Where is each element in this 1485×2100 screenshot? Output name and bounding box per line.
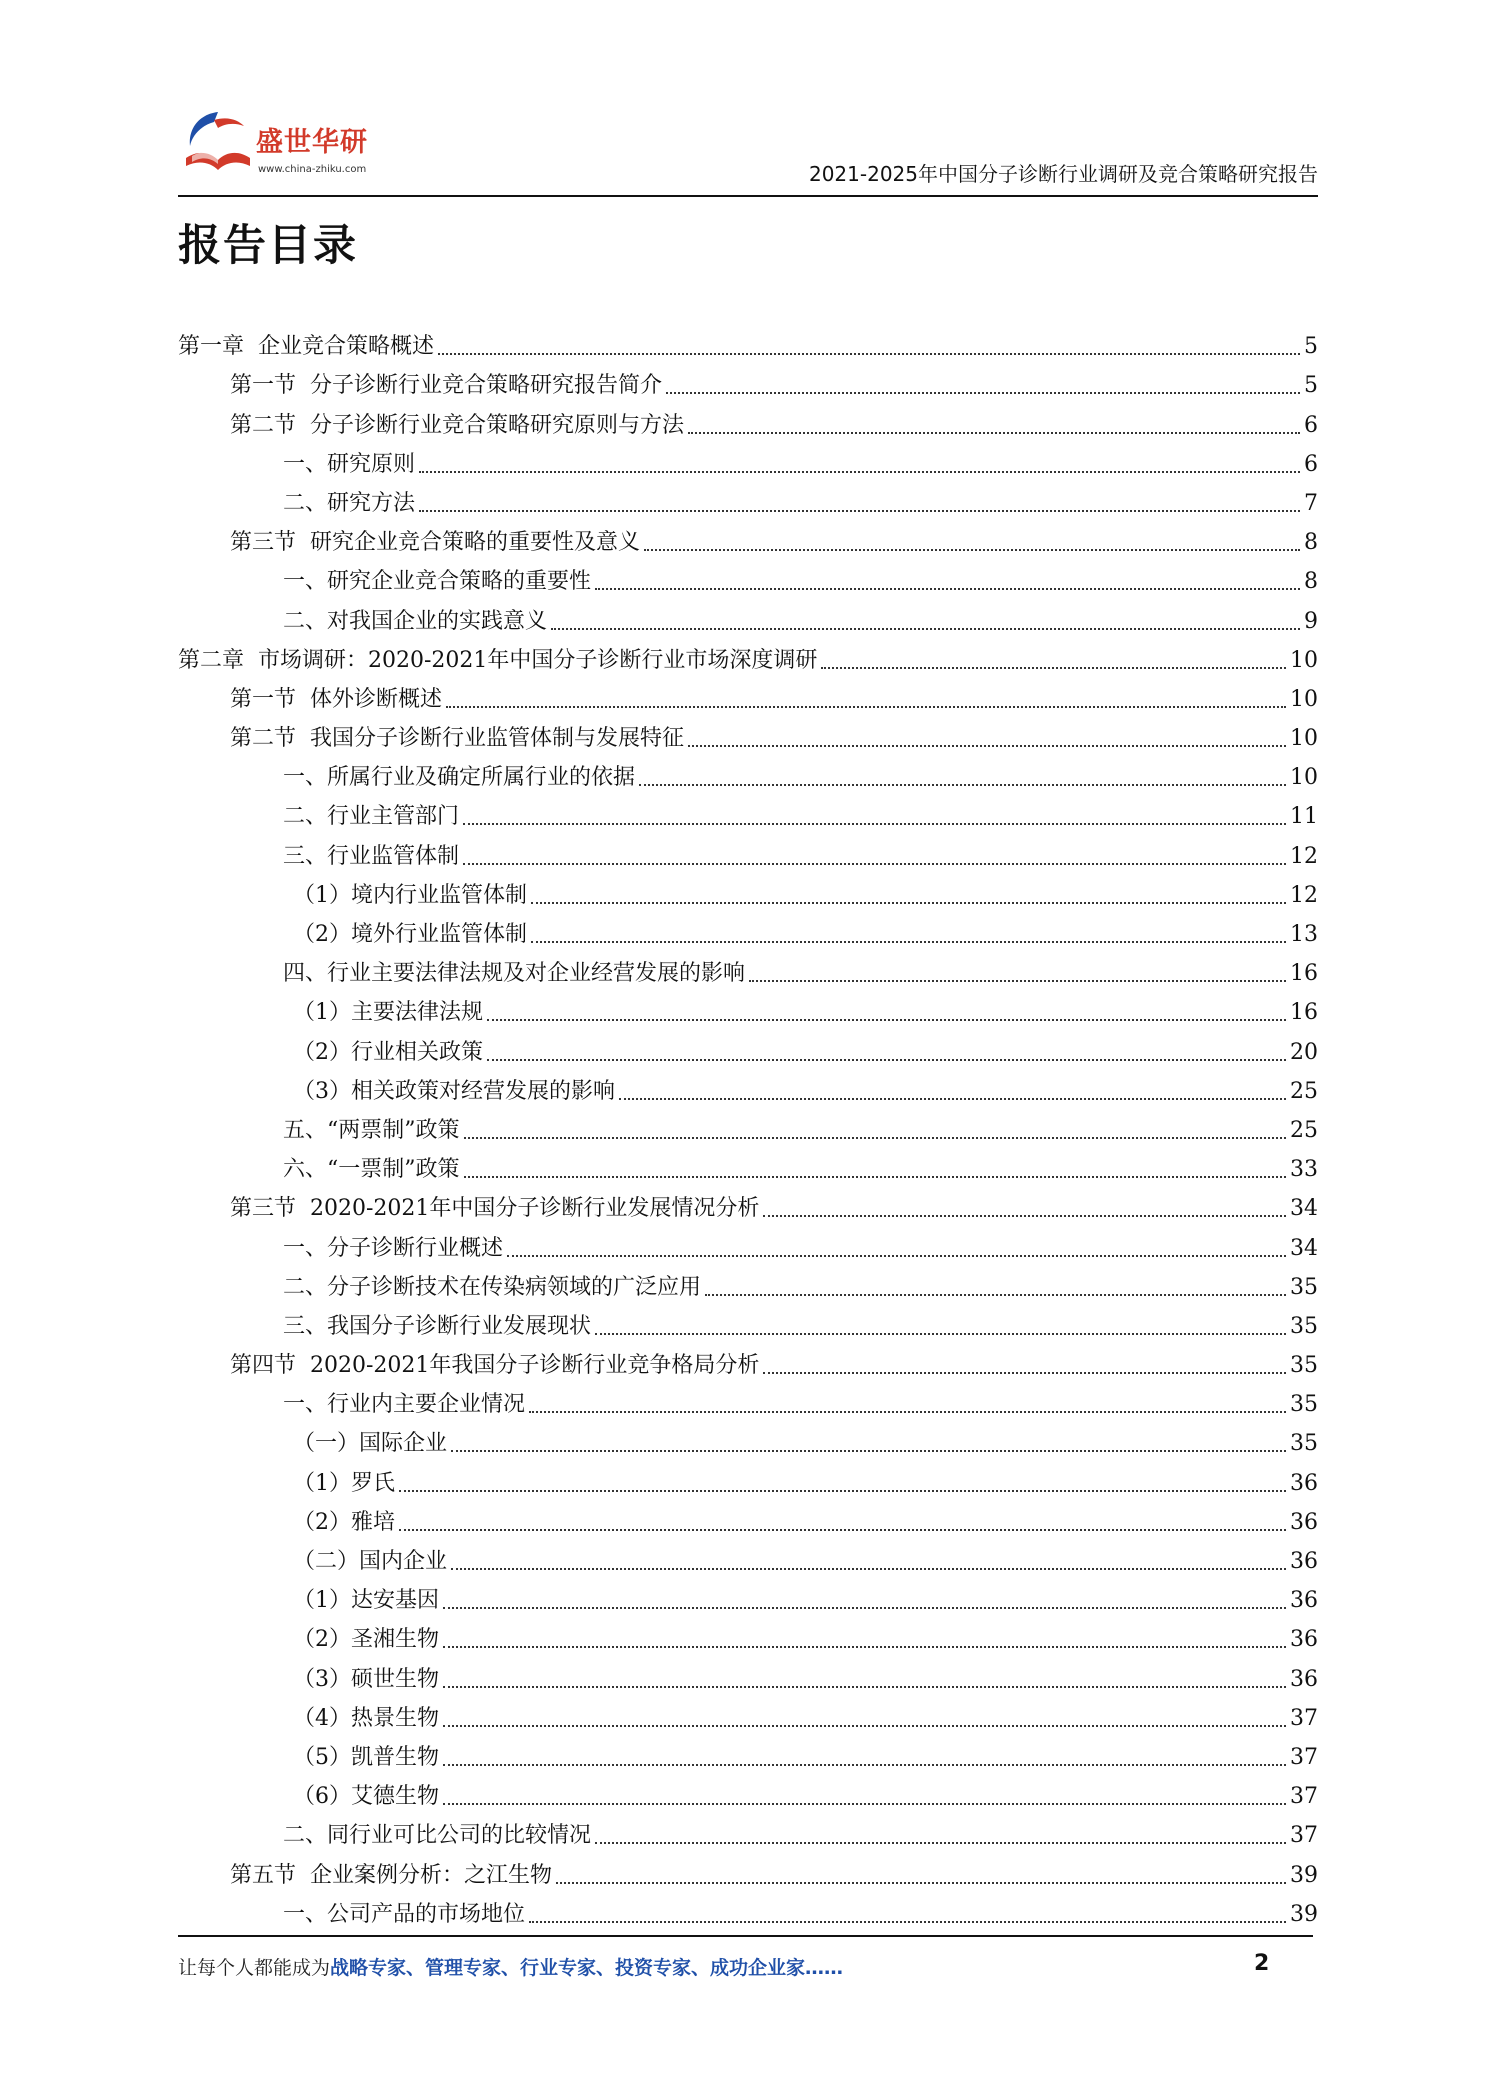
toc-entry-label: 四、行业主要法律法规及对企业经营发展的影响 [283, 961, 746, 987]
toc-dot-leader [399, 1490, 1286, 1492]
toc-entry-label: 六、“一票制”政策 [283, 1157, 460, 1183]
toc-entry-page: 36 [1290, 1549, 1318, 1574]
page-header [178, 100, 1318, 196]
toc-entry-label: （1）达安基因 [293, 1588, 439, 1614]
toc-entry-page: 35 [1290, 1431, 1318, 1457]
toc-dot-leader [446, 706, 1286, 708]
toc-dot-leader [529, 1411, 1286, 1413]
toc-dot-leader [531, 941, 1286, 943]
toc-entry-label: （1）境内行业监管体制 [293, 882, 527, 908]
toc-entry-label: 第一章 企业竞合策略概述 [178, 334, 434, 360]
toc-entry-page: 10 [1290, 765, 1318, 791]
toc-dot-leader [419, 510, 1300, 512]
toc-entry[interactable] [178, 1538, 1318, 1577]
header-divider [178, 195, 1318, 197]
toc-entry-label: 一、研究企业竞合策略的重要性 [283, 569, 592, 595]
toc-entry-label: 一、分子诊断行业概述 [283, 1235, 504, 1261]
toc-dot-leader [464, 1137, 1287, 1139]
toc-dot-leader [619, 1098, 1286, 1100]
toc-entry-label: 二、行业主管部门 [283, 804, 460, 830]
logo-name: 盛世华研 [256, 127, 368, 158]
toc-entry[interactable] [178, 676, 1318, 715]
toc-entry-label: （2）境外行业监管体制 [293, 922, 527, 947]
toc-entry-page: 6 [1304, 412, 1318, 438]
toc-entry-label: 二、同行业可比公司的比较情况 [283, 1823, 592, 1849]
toc-entry-label: 第三节 研究企业竞合策略的重要性及意义 [230, 530, 640, 556]
toc-entry-label: 二、研究方法 [283, 490, 416, 516]
toc-dot-leader [443, 1764, 1286, 1766]
footer-slogan [178, 1953, 843, 1980]
toc-entry-page: 39 [1290, 1862, 1318, 1888]
toc-entry-page: 25 [1290, 1078, 1318, 1104]
toc-dot-leader [529, 1921, 1286, 1923]
toc-entry[interactable] [178, 1459, 1318, 1498]
toc-entry-page: 16 [1290, 961, 1318, 987]
toc-entry-label: 一、研究原则 [283, 451, 416, 477]
toc-entry-label: （3）硕世生物 [293, 1666, 439, 1692]
toc-entry-label: 一、公司产品的市场地位 [283, 1901, 526, 1927]
toc-entry-label: 五、“两票制”政策 [283, 1117, 460, 1143]
toc-entry-label: （4）热景生物 [293, 1705, 439, 1731]
toc-entry-label: 第二节 分子诊断行业竞合策略研究原则与方法 [230, 412, 684, 438]
toc-entry[interactable] [178, 1734, 1318, 1773]
toc-entry[interactable] [178, 637, 1318, 676]
toc-entry-label: （1）主要法律法规 [293, 1000, 483, 1026]
toc-dot-leader [487, 1019, 1286, 1021]
toc-dot-leader [666, 392, 1300, 394]
toc-entry-label: 三、我国分子诊断行业发展现状 [283, 1313, 592, 1339]
toc-entry[interactable] [178, 441, 1318, 480]
toc-entry[interactable] [178, 1381, 1318, 1420]
toc-entry[interactable] [178, 1224, 1318, 1263]
toc-dot-leader [443, 1686, 1286, 1688]
toc-entry-page: 37 [1290, 1823, 1318, 1849]
toc-entry-page: 8 [1304, 530, 1318, 556]
toc-entry[interactable] [178, 950, 1318, 989]
logo-book-icon [178, 106, 258, 186]
toc-dot-leader [463, 863, 1286, 865]
toc-entry[interactable] [178, 1146, 1318, 1185]
toc-entry[interactable] [178, 715, 1318, 754]
toc-entry-page: 5 [1304, 373, 1318, 399]
toc-entry[interactable] [178, 597, 1318, 636]
toc-dot-leader [595, 588, 1300, 590]
toc-entry[interactable] [178, 832, 1318, 871]
toc-entry[interactable] [178, 519, 1318, 558]
toc-entry-page: 36 [1290, 1509, 1318, 1535]
table-of-contents [178, 323, 1318, 1930]
toc-entry-label: （二）国内企业 [293, 1549, 448, 1574]
toc-entry-label: （2）行业相关政策 [293, 1039, 483, 1065]
toc-dot-leader [749, 980, 1286, 982]
toc-entry-page: 12 [1290, 843, 1318, 869]
page-number: 2 [1254, 1951, 1270, 1976]
toc-dot-leader [705, 1294, 1286, 1296]
toc-dot-leader [644, 549, 1300, 551]
toc-dot-leader [688, 745, 1286, 747]
toc-entry[interactable] [178, 401, 1318, 440]
toc-entry[interactable] [178, 1695, 1318, 1734]
toc-entry-label: 二、分子诊断技术在传染病领域的广泛应用 [283, 1274, 702, 1300]
toc-dot-leader [451, 1568, 1286, 1570]
toc-dot-leader [595, 1333, 1286, 1335]
toc-dot-leader [551, 628, 1300, 630]
toc-dot-leader [639, 784, 1286, 786]
toc-entry-page: 25 [1290, 1117, 1318, 1143]
footer-slogan-prefix: 让每个人都能成为 [178, 1957, 331, 1979]
toc-entry[interactable] [178, 1773, 1318, 1812]
toc-entry[interactable] [178, 1068, 1318, 1107]
toc-entry-label: 一、所属行业及确定所属行业的依据 [283, 765, 636, 791]
toc-entry-page: 36 [1290, 1588, 1318, 1614]
toc-entry-page: 11 [1290, 804, 1318, 830]
toc-dot-leader [507, 1255, 1286, 1257]
toc-dot-leader [443, 1725, 1286, 1727]
toc-entry-page: 35 [1290, 1392, 1318, 1418]
toc-entry-label: （1）罗氏 [293, 1470, 395, 1496]
toc-dot-leader [443, 1803, 1286, 1805]
toc-entry-page: 36 [1290, 1666, 1318, 1692]
toc-dot-leader [443, 1646, 1286, 1648]
toc-dot-leader [438, 353, 1300, 355]
toc-entry-page: 7 [1304, 490, 1318, 516]
footer-slogan-highlight: 战略专家、管理专家、行业专家、投资专家、成功企业家…… [330, 1957, 844, 1979]
page-title: 报告目录 [178, 221, 358, 271]
toc-entry-page: 13 [1290, 922, 1318, 947]
toc-entry-label: 第三节 2020-2021年中国分子诊断行业发展情况分析 [230, 1196, 760, 1222]
toc-dot-leader [419, 471, 1300, 473]
toc-entry-page: 10 [1290, 686, 1318, 712]
toc-entry-page: 9 [1304, 608, 1318, 634]
toc-entry-label: （5）凯普生物 [293, 1744, 439, 1770]
toc-entry[interactable] [178, 1655, 1318, 1694]
toc-entry[interactable] [178, 362, 1318, 401]
toc-dot-leader [399, 1529, 1286, 1531]
toc-entry-page: 34 [1290, 1196, 1318, 1222]
toc-entry[interactable] [178, 793, 1318, 832]
toc-dot-leader [556, 1882, 1286, 1884]
toc-entry-page: 10 [1290, 726, 1318, 752]
toc-dot-leader [487, 1059, 1286, 1061]
toc-dot-leader [443, 1607, 1286, 1609]
toc-dot-leader [688, 432, 1300, 434]
toc-entry-page: 6 [1304, 451, 1318, 477]
toc-entry-page: 8 [1304, 569, 1318, 595]
toc-entry[interactable] [178, 323, 1318, 362]
toc-entry[interactable] [178, 558, 1318, 597]
toc-dot-leader [763, 1215, 1286, 1217]
toc-entry-page: 37 [1290, 1784, 1318, 1810]
toc-dot-leader [595, 1842, 1286, 1844]
toc-entry[interactable] [178, 1616, 1318, 1655]
toc-entry[interactable] [178, 1185, 1318, 1224]
toc-entry[interactable] [178, 480, 1318, 519]
toc-entry[interactable] [178, 754, 1318, 793]
toc-entry-label: 第五节 企业案例分析：之江生物 [230, 1862, 552, 1888]
toc-entry[interactable] [178, 1499, 1318, 1538]
toc-dot-leader [464, 1176, 1287, 1178]
toc-entry-label: 第四节 2020-2021年我国分子诊断行业竞争格局分析 [230, 1353, 760, 1379]
logo-url: www.china-zhiku.com [258, 164, 367, 175]
toc-entry-page: 5 [1304, 334, 1318, 360]
toc-dot-leader [451, 1450, 1286, 1452]
toc-entry[interactable] [178, 1577, 1318, 1616]
toc-entry-page: 37 [1290, 1705, 1318, 1731]
toc-entry[interactable] [178, 989, 1318, 1028]
toc-entry[interactable] [178, 1303, 1318, 1342]
toc-entry-label: 第二节 我国分子诊断行业监管体制与发展特征 [230, 726, 684, 752]
toc-entry-label: （3）相关政策对经营发展的影响 [293, 1078, 615, 1104]
toc-entry-label: （2）雅培 [293, 1509, 395, 1535]
toc-entry-page: 36 [1290, 1470, 1318, 1496]
toc-entry-page: 20 [1290, 1039, 1318, 1065]
toc-entry-label: （6）艾德生物 [293, 1784, 439, 1810]
toc-entry[interactable] [178, 1264, 1318, 1303]
footer-divider [178, 1935, 1313, 1937]
toc-entry-label: 一、行业内主要企业情况 [283, 1392, 526, 1418]
toc-dot-leader [763, 1372, 1286, 1374]
toc-entry-page: 39 [1290, 1901, 1318, 1927]
report-title: 2021-2025年中国分子诊断行业调研及竞合策略研究报告 [808, 162, 1318, 186]
toc-entry-page: 36 [1290, 1627, 1318, 1653]
toc-entry-label: 第一节 体外诊断概述 [230, 686, 442, 712]
toc-entry[interactable] [178, 872, 1318, 911]
toc-dot-leader [531, 902, 1286, 904]
toc-entry[interactable] [178, 1342, 1318, 1381]
toc-entry[interactable] [178, 1420, 1318, 1459]
toc-entry-page: 12 [1290, 882, 1318, 908]
toc-entry-page: 35 [1290, 1274, 1318, 1300]
toc-entry[interactable] [178, 1851, 1318, 1890]
toc-entry-label: 第一节 分子诊断行业竞合策略研究报告简介 [230, 373, 662, 399]
toc-dot-leader [821, 667, 1286, 669]
company-logo [178, 106, 398, 186]
toc-entry-label: 第二章 市场调研：2020-2021年中国分子诊断行业市场深度调研 [178, 647, 818, 673]
toc-entry-page: 10 [1290, 647, 1318, 673]
toc-entry-page: 34 [1290, 1235, 1318, 1261]
toc-entry-label: 二、对我国企业的实践意义 [283, 608, 548, 634]
toc-entry-page: 35 [1290, 1353, 1318, 1379]
toc-entry-label: （2）圣湘生物 [293, 1627, 439, 1653]
toc-entry-label: 三、行业监管体制 [283, 843, 460, 869]
toc-entry-page: 35 [1290, 1313, 1318, 1339]
toc-entry[interactable] [178, 1107, 1318, 1146]
toc-entry-page: 16 [1290, 1000, 1318, 1026]
toc-entry[interactable] [178, 1891, 1318, 1930]
toc-entry[interactable] [178, 1812, 1318, 1851]
toc-entry-label: （一）国际企业 [293, 1431, 448, 1457]
toc-dot-leader [463, 823, 1286, 825]
toc-entry[interactable] [178, 1028, 1318, 1067]
toc-entry-page: 33 [1290, 1157, 1318, 1183]
toc-entry-page: 37 [1290, 1744, 1318, 1770]
toc-entry[interactable] [178, 911, 1318, 950]
